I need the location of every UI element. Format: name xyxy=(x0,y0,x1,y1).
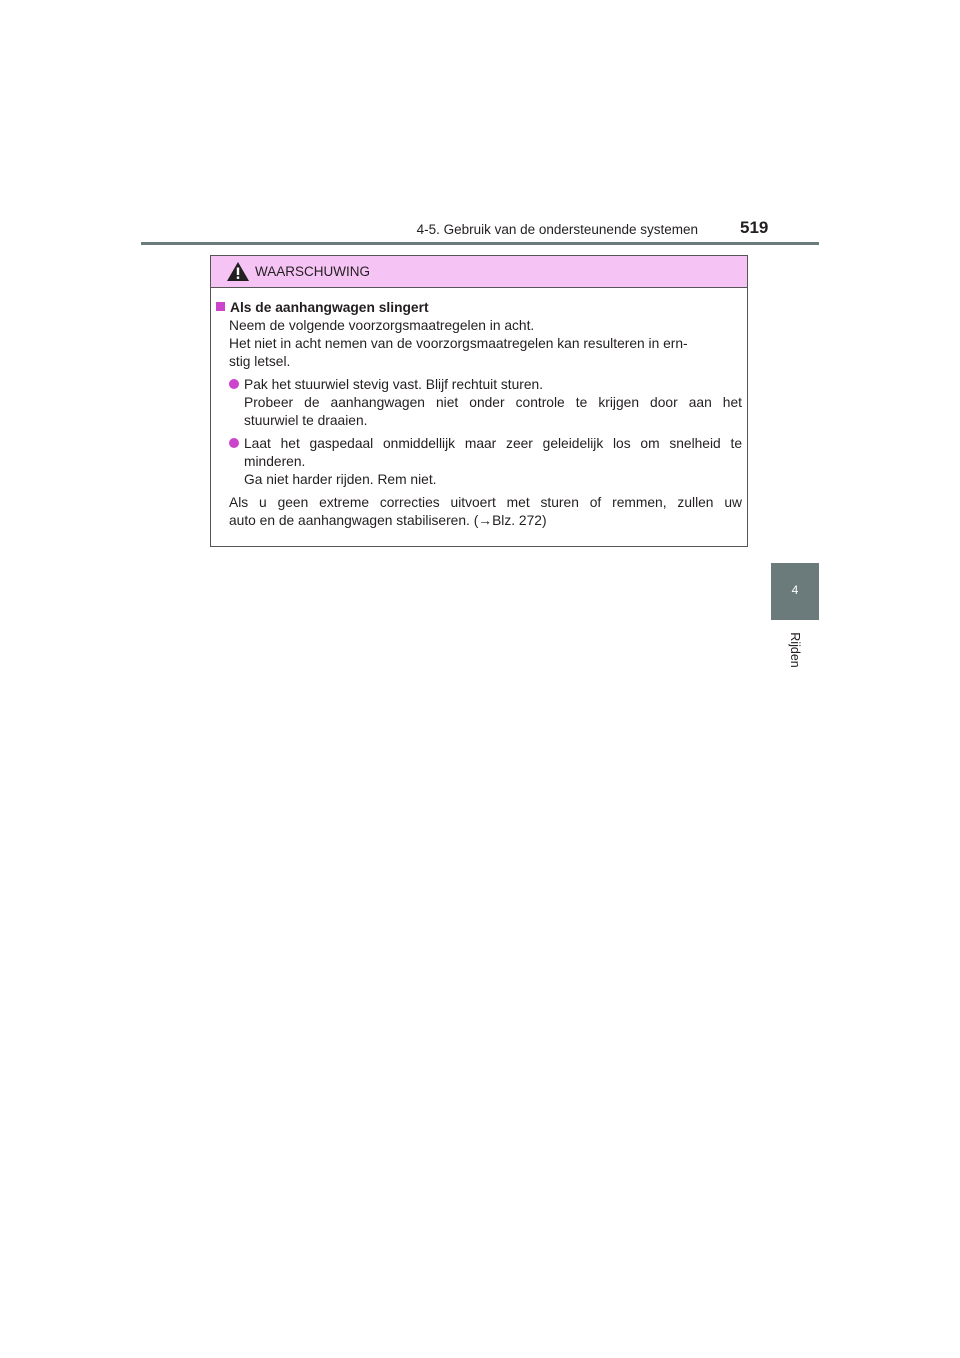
chapter-tab-number: 4 xyxy=(791,583,799,597)
warning-label: WAARSCHUWING xyxy=(255,264,370,279)
note-line: auto en de aanhangwagen stabiliseren. (→Blz. 272) xyxy=(229,513,547,528)
list-item xyxy=(229,376,742,430)
note-line: Als u geen extreme correcties uitvoert met sturen of remmen, zullen uw xyxy=(229,495,742,510)
section-header-title: 4-5. Gebruik van de ondersteunende systemen xyxy=(416,222,698,237)
list-item-line: Probeer de aanhangwagen niet onder controle te krijgen door aan het xyxy=(244,395,742,410)
chapter-tab xyxy=(771,563,819,620)
list-item-text xyxy=(244,435,742,489)
chapter-tab-label: Rijden xyxy=(788,632,802,668)
warning-body xyxy=(216,299,742,530)
warning-header xyxy=(211,256,747,288)
round-bullet-icon xyxy=(229,379,239,389)
round-bullet-icon xyxy=(229,438,239,448)
warning-intro xyxy=(229,317,742,371)
square-bullet-icon xyxy=(216,302,225,311)
page-number: 519 xyxy=(740,218,769,237)
warning-section-title-text: Als de aanhangwagen slingert xyxy=(230,300,429,315)
warning-section-title xyxy=(216,299,742,317)
intro-line: stig letsel. xyxy=(229,354,291,369)
warning-note xyxy=(229,494,742,530)
list-item-text xyxy=(244,376,742,430)
warning-box xyxy=(210,255,748,547)
list-item-line: Ga niet harder rijden. Rem niet. xyxy=(244,472,437,487)
intro-line: Het niet in acht nemen van de voorzorgsmaatregelen kan resulteren in ern- xyxy=(229,336,688,351)
warning-triangle-icon xyxy=(227,262,249,281)
list-item-line: Pak het stuurwiel stevig vast. Blijf rechtuit sturen. xyxy=(244,377,544,392)
list-item-line: stuurwiel te draaien. xyxy=(244,413,368,428)
list-item-line: Laat het gaspedaal onmiddellijk maar zeer geleidelijk los om snelheid te xyxy=(244,436,742,451)
intro-line: Neem de volgende voorzorgsmaatregelen in acht. xyxy=(229,318,535,333)
list-item-line: minderen. xyxy=(244,454,306,469)
list-item xyxy=(229,435,742,489)
header-rule xyxy=(141,242,819,245)
